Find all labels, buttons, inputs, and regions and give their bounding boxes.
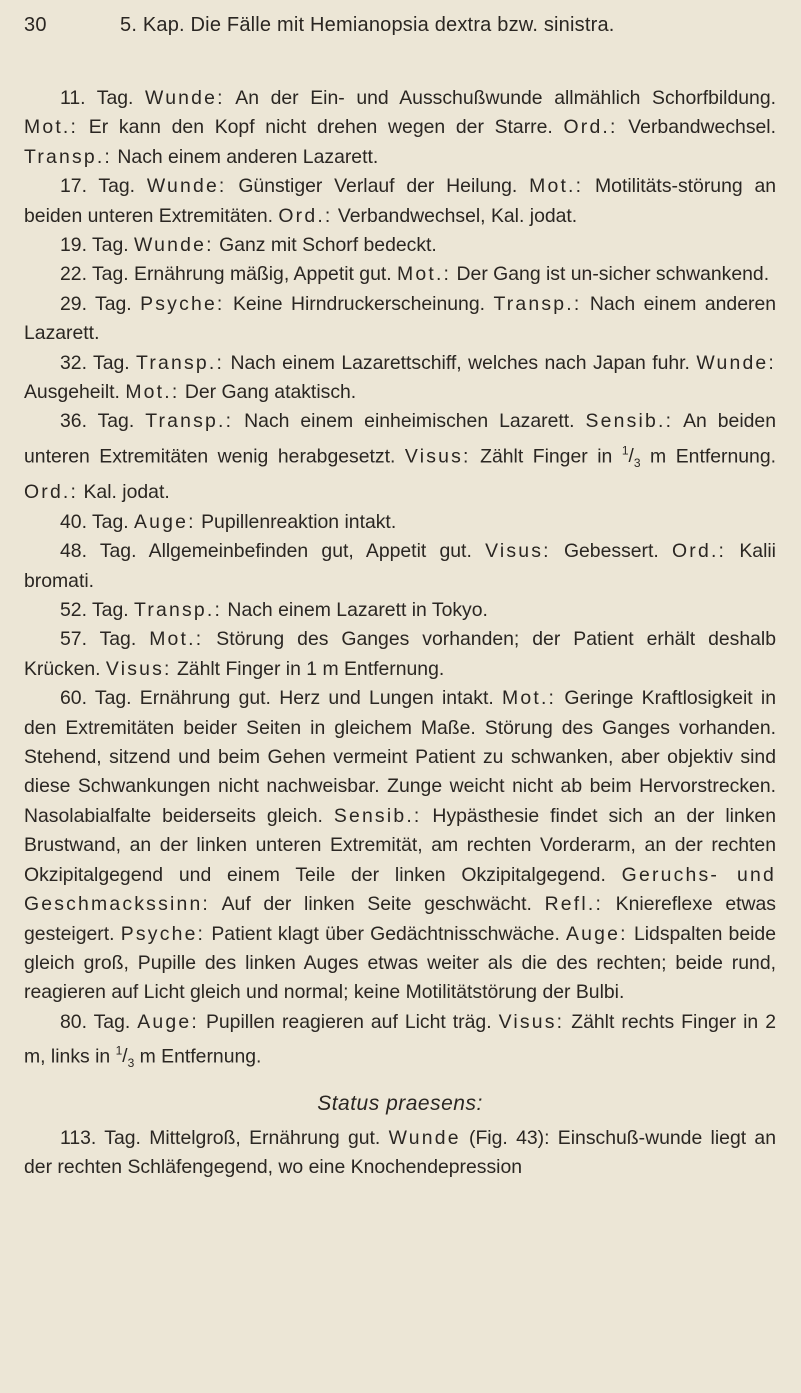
- text-run: 80. Tag.: [60, 1010, 138, 1033]
- spaced-label: Psyche:: [140, 292, 225, 315]
- paragraph: [24, 349, 776, 408]
- text-run: Er kann den Kopf nicht drehen wegen der Starre.: [78, 116, 564, 139]
- text-run: 11. Tag.: [60, 87, 146, 109]
- spaced-label: Wunde:: [145, 87, 225, 109]
- paragraph: [24, 290, 776, 349]
- status-praesens-notes: [24, 1124, 776, 1183]
- fraction: $^1/_3$: [115, 1044, 135, 1071]
- spaced-label: Wunde:: [146, 175, 227, 198]
- text-run: Zählt Finger in 1 m Entfernung.: [171, 657, 445, 680]
- text-run: Hypästhesie findet sich an der linken Brustwand, an der linken unteren Extremität, am rechten Vorderarm, an der rechten Okzipitalgegend und einem Teile der linken Okzipitalgegend.: [24, 804, 776, 886]
- spaced-label: Mot.:: [125, 381, 180, 404]
- text-run: Günstiger Verlauf der Heilung.: [226, 175, 530, 198]
- spaced-label: Transp.:: [136, 351, 225, 374]
- paragraph: [24, 172, 776, 231]
- text-run: Keine Hirndruckerscheinung.: [224, 292, 494, 315]
- text-run: 36. Tag.: [60, 410, 146, 433]
- text-run: Zählt rechts Finger in 2 m, links in: [24, 1010, 777, 1068]
- text-run: 32. Tag.: [60, 351, 137, 374]
- section-heading: Status praesens:: [317, 1091, 483, 1115]
- spaced-label: Refl.:: [544, 893, 604, 916]
- paragraph: [24, 508, 776, 537]
- paragraph: [24, 537, 776, 596]
- text-run: Lidspalten beide gleich groß, Pupille des linken Auges etwas weiter als die des rechten; beide rund, reagieren auf Licht gleich und normal; keine Motilitätstörung der Bulbi.: [24, 922, 777, 1004]
- spaced-label: Ord.:: [672, 540, 727, 563]
- paragraph: [24, 1008, 776, 1079]
- spaced-label: Mot.:: [397, 263, 452, 286]
- text-run: Kniereflexe etwas gesteigert.: [24, 893, 776, 945]
- spaced-label: Transp.:: [493, 292, 582, 315]
- text-run: Nach einem Lazarett in Tokyo.: [222, 599, 488, 622]
- text-run: Der Gang ist un-sicher schwankend.: [451, 263, 770, 286]
- text-run: Nach einem anderen Lazarett.: [24, 292, 777, 345]
- spaced-label: Transp.:: [134, 599, 223, 622]
- paragraph: [24, 84, 776, 172]
- text-run: 48. Tag. Allgemeinbefinden gut, Appetit gut.: [60, 540, 486, 563]
- spaced-label: Transp.:: [145, 410, 234, 433]
- text-run: An beiden unteren Extremitäten wenig herabgesetzt.: [24, 410, 776, 468]
- spaced-label: Visus:: [498, 1010, 565, 1033]
- text-run: 57. Tag.: [60, 628, 150, 651]
- text-run: 113. Tag. Mittelgroß, Ernährung gut.: [60, 1127, 389, 1150]
- text-run: Motilitäts-störung an beiden unteren Extremitäten.: [24, 175, 777, 227]
- spaced-label: Visus:: [404, 445, 471, 468]
- text-run: Verbandwechsel, Kal. jodat.: [332, 204, 578, 227]
- text-run: Nach einem Lazarettschiff, welches nach Japan fuhr.: [224, 351, 697, 374]
- text-run: Nach einem anderen Lazarett.: [112, 145, 379, 168]
- text-run: Der Gang ataktisch.: [179, 381, 357, 404]
- text-run: Ganz mit Schorf bedeckt.: [213, 234, 437, 257]
- spaced-label: Wunde:: [134, 234, 214, 257]
- spaced-label: Wunde: [388, 1127, 461, 1150]
- spaced-label: Ord.:: [278, 204, 333, 227]
- spaced-label: Mot.:: [149, 628, 204, 651]
- spaced-label: Sensib.:: [333, 804, 422, 827]
- text-run: Kalii bromati.: [24, 540, 776, 592]
- spaced-label: Visus:: [105, 657, 172, 680]
- running-title: 5. Kap. Die Fälle mit Hemianopsia dextra bzw. sinistra.: [120, 14, 615, 36]
- paragraph: [24, 625, 776, 684]
- paragraph: [24, 260, 776, 289]
- text-run: Kal. jodat.: [78, 481, 170, 504]
- spaced-label: Visus:: [485, 540, 551, 563]
- text-run: Verbandwechsel.: [617, 116, 776, 139]
- spaced-label: Mot.:: [529, 175, 584, 198]
- text-run: 19. Tag.: [60, 234, 135, 257]
- text-run: m Entfernung.: [640, 445, 776, 468]
- text-run: Störung des Ganges vorhanden; der Patient erhält deshalb Krücken.: [24, 628, 777, 680]
- paragraph: [24, 684, 776, 1007]
- spaced-label: Auge:: [137, 1010, 199, 1033]
- text-run: 17. Tag.: [60, 175, 147, 198]
- text-run: Geringe Kraftlosigkeit in den Extremitäten beider Seiten in gleichem Maße. Störung des Ganges vorhanden. Stehend, sitzend und beim Gehen vermeint Patient zu schwanken, aber objektiv sind diese Schwankungen nicht nachweisbar. Zunge weicht nicht ab beim Hervorstrecken. Nasolabialfalte beiderseits gleich.: [24, 687, 777, 827]
- paragraph: [24, 1124, 776, 1183]
- paragraph: [24, 231, 776, 260]
- text-run: 52. Tag.: [60, 599, 135, 622]
- spaced-label: Mot.:: [24, 116, 79, 139]
- body-text: [24, 84, 776, 1183]
- paragraph: [24, 596, 776, 625]
- text-run: Gebessert.: [550, 540, 673, 563]
- text-run: m Entfernung.: [134, 1045, 262, 1068]
- text-run: 40. Tag.: [60, 510, 135, 533]
- text-run: Pupillen reagieren auf Licht träg.: [198, 1010, 499, 1033]
- text-run: 60. Tag. Ernährung gut. Herz und Lungen intakt.: [60, 687, 503, 710]
- spaced-label: Ord.:: [24, 481, 79, 504]
- spaced-label: Mot.:: [502, 687, 557, 710]
- spaced-label: Sensib.:: [585, 410, 674, 433]
- text-run: Nach einem einheimischen Lazarett.: [233, 410, 586, 433]
- spaced-label: Wunde:: [696, 351, 777, 374]
- spaced-label: Transp.:: [24, 145, 113, 168]
- text-run: Ausgeheilt.: [24, 381, 126, 404]
- spaced-label: Geruchs- und Geschmackssinn:: [24, 863, 776, 916]
- paragraph: [24, 407, 776, 507]
- text-run: 29. Tag.: [60, 292, 141, 315]
- text-run: (Fig. 43): Einschuß-wunde liegt an der rechten Schläfengegend, wo eine Knochendepression: [24, 1127, 776, 1179]
- fraction: $^1/_3$: [621, 443, 641, 470]
- page-number: 30: [24, 14, 47, 36]
- spaced-label: Auge:: [134, 510, 196, 533]
- text-run: Auf der linken Seite geschwächt.: [210, 893, 545, 916]
- text-run: 22. Tag. Ernährung mäßig, Appetit gut.: [60, 263, 398, 286]
- case-notes: [24, 84, 776, 1079]
- text-run: Pupillenreaktion intakt.: [195, 510, 397, 533]
- spaced-label: Psyche:: [120, 922, 206, 945]
- text-run: An der Ein- und Ausschußwunde allmählich Schorfbildung.: [224, 87, 777, 109]
- spaced-label: Ord.:: [563, 116, 618, 139]
- text-run: Patient klagt über Gedächtnisschwäche.: [205, 922, 567, 945]
- text-run: Zählt Finger in: [470, 445, 622, 468]
- spaced-label: Auge:: [566, 922, 628, 945]
